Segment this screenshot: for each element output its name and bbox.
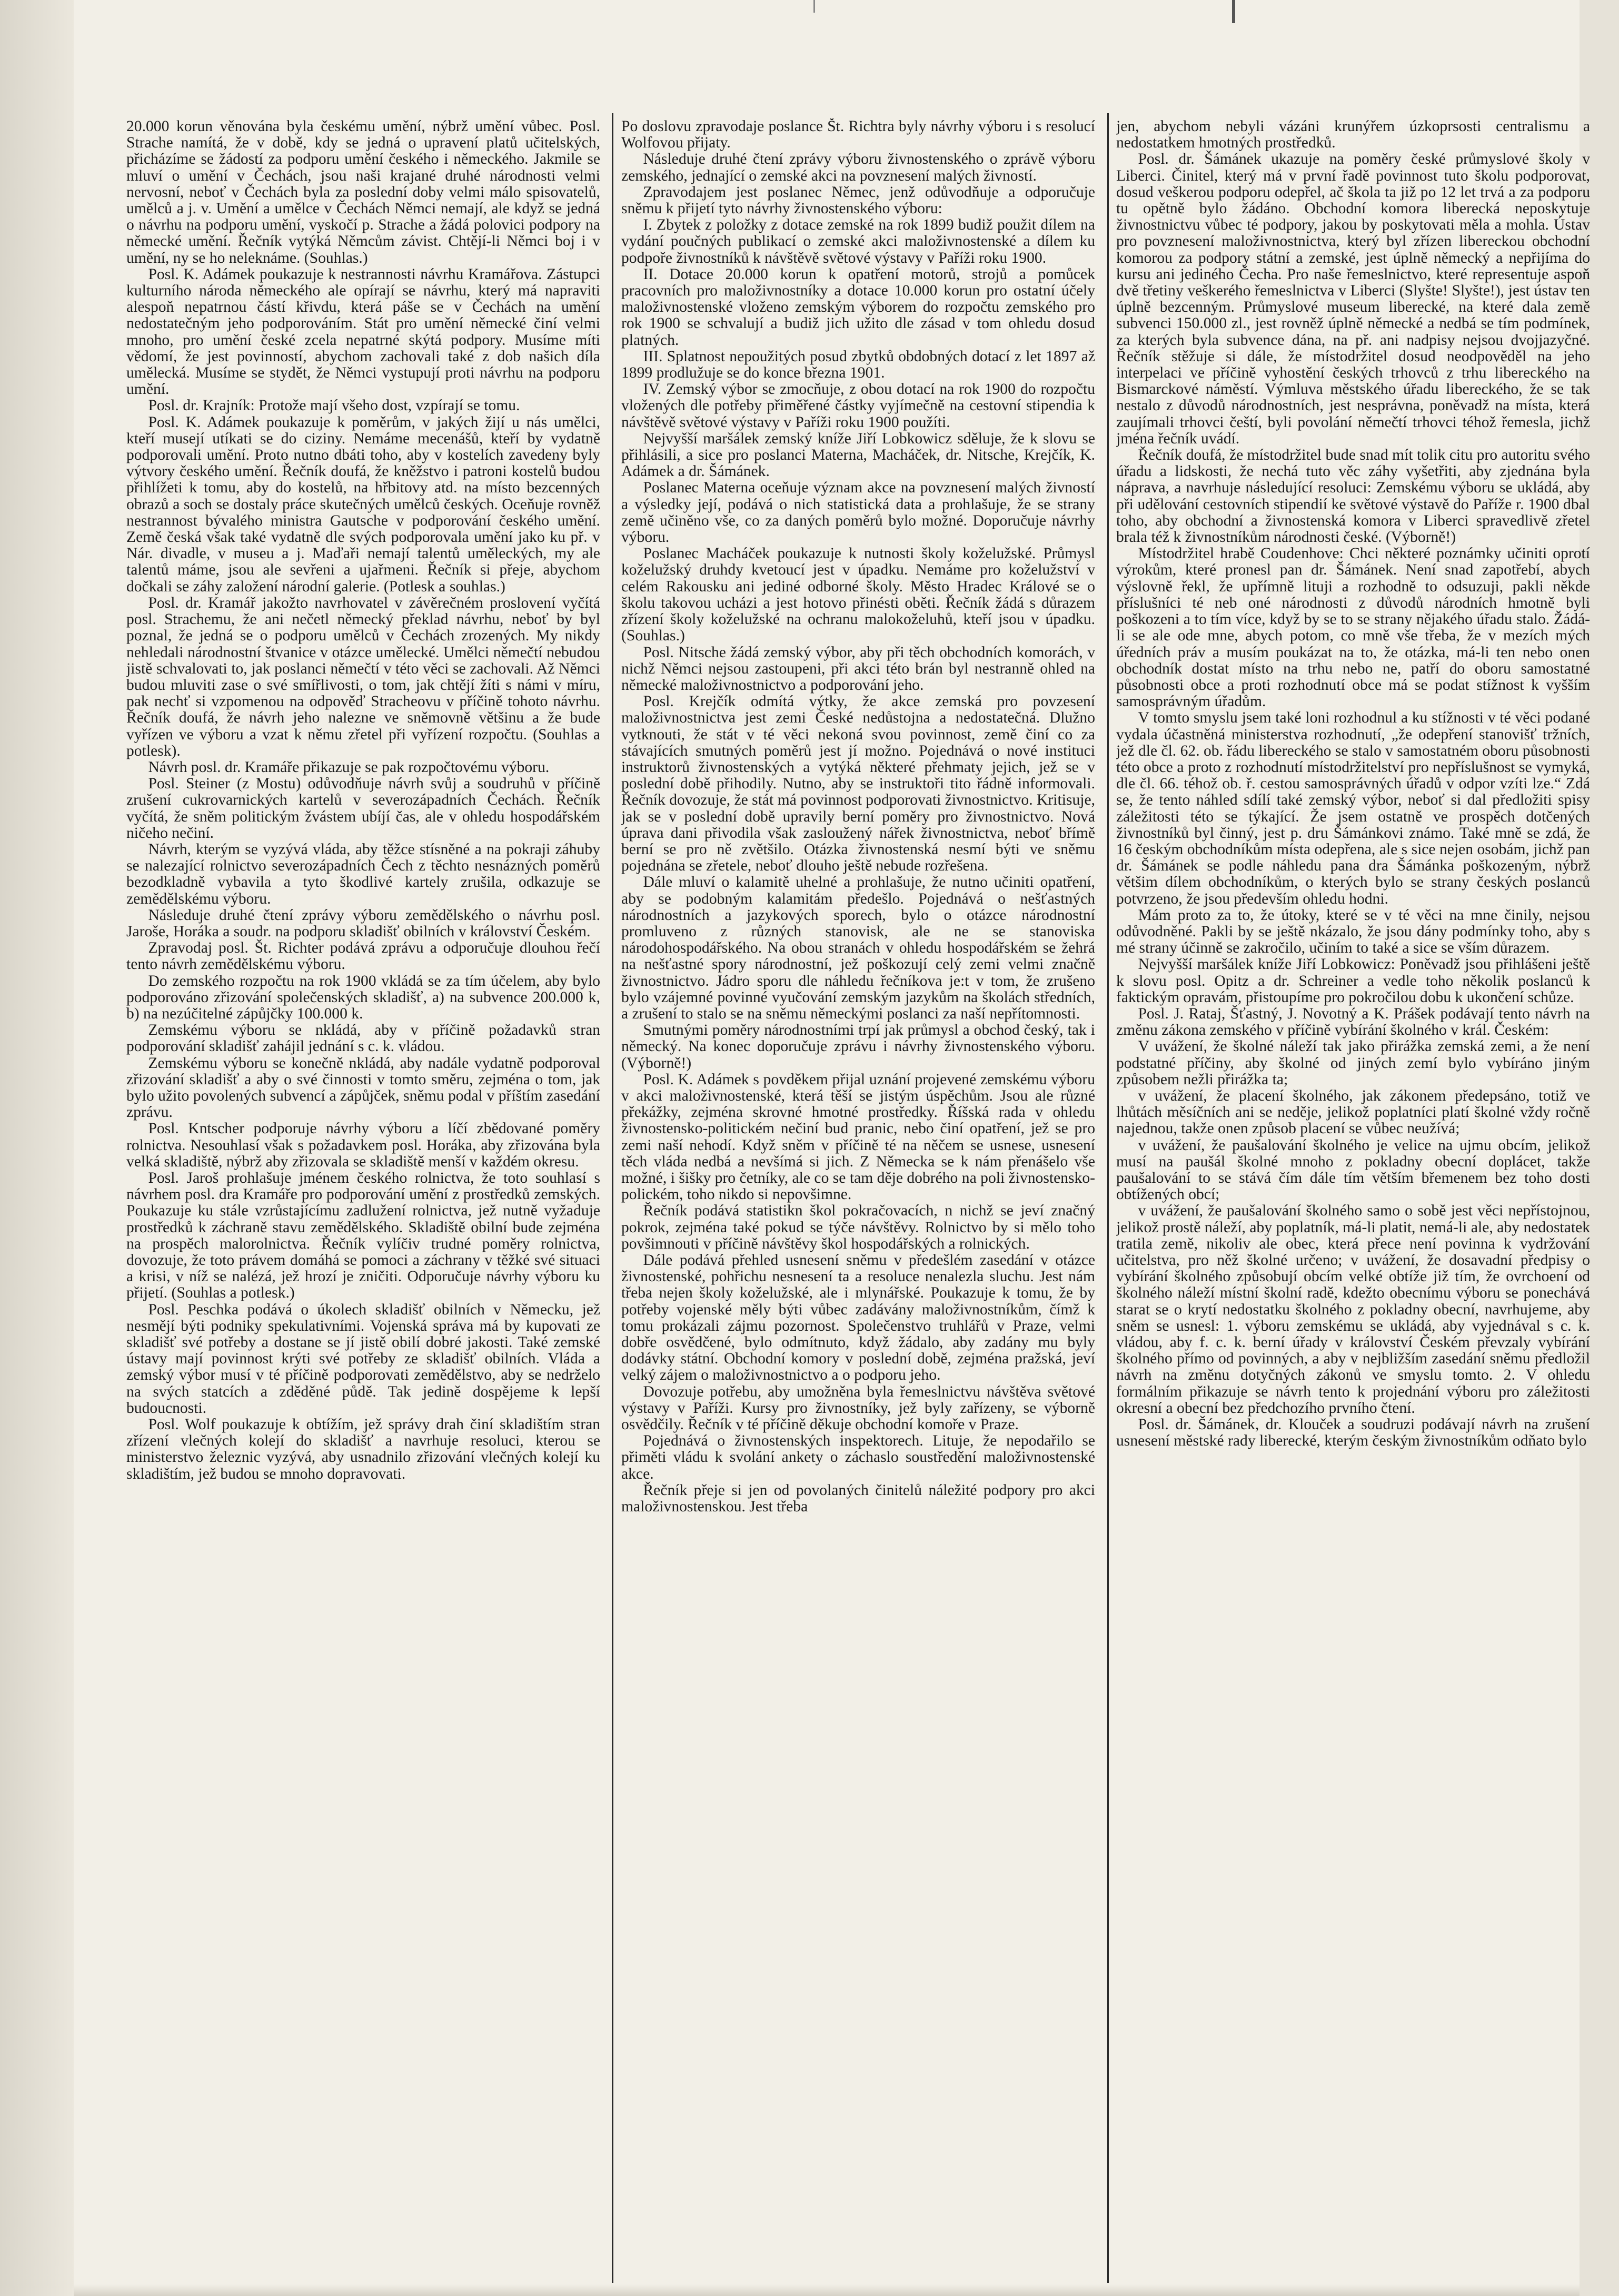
paragraph: Nejvyšší maršálek zemský kníže Jiří Lobkowicz sděluje, že k slovu se přihlásili, a sice pro poslanci Materna, Macháček, dr. Nitsche, Krejčík, K. Adámek a dr. Šámánek. [621, 430, 1095, 480]
paragraph: V tomto smyslu jsem také loni rozhodnul a ku stížnosti v té věci podané vydala účastněná ministerstva rozhodnutí, „že odepření stanovišť tržních, jež dle čl. 62. ob. řádu libereckého se stalo v samostatném oboru působnosti této obce a proto z rozhodnutí místodržitelství pro nepříslušnost se vymyká, dle čl. 66. téhož ob. ř. cestou samosprávných úřadů v odpor vzíti lze.“ Zdá se, že tento náhled sdílí také zemský výbor, neboť si dal předložiti spisy záležitosti této se týkající. Že jsem ostatně ve prospěch dotčených živnostníků byl činný, jest p. dru Šámánkovi známo. Také mně se zdá, že 16 českým obchodníkům místa odepřena, ale s sice nejen osobám, jichž pan dr. Šámánek se podle náhledu pana dra Šámánka poškozeným, nýbrž většim dílem obchodníkům, o kterých bylo se strany českých poslanců potvrzeno, že jsou především ohledu hodni. [1116, 709, 1590, 907]
paragraph: v uvážení, že placení školného, jak zákonem předepsáno, totiž ve lhůtách měsíčních ani se neděje, jelikož poplatníci platí školné vždy ročně najednou, takže onen způsob placení se vůbec neužívá; [1116, 1087, 1590, 1137]
paragraph: Posl. K. Adámek poukazuje k poměrům, v jakých žijí u nás umělci, kteří musejí utíkati se do ciziny. Nemáme mecenášů, kteří by vydatně podporovali umění. Proto nutno dbáti toho, aby v kostelích zavedeny byly výtvory českého umění. Řečník doufá, že kněžstvo i patroni kostelů budou přihlížeti k tomu, aby do kostelů, na hřbitovy atd. na místo bezcenných obrazů a soch se dostaly práce skutečných umělců českých. Oceňuje rovněž nestrannost bývalého ministra Gautsche v podporování českého umění. Země česká však také vydatně dle svých podporovala umění jako ku př. v Nár. divadle, v museu a j. Maďaři nemají talentů uměleckých, my ale talentů máme, jsou ale sevřeni a ujařmeni. Řečník si přeje, abychom dočkali se záhy založení národní galerie. (Potlesk a souhlas.) [126, 413, 600, 595]
paragraph: Posl. K. Adámek s povděkem přijal uznání projevené zemskému výboru v akci maloživnostenské, která těší se jistým úspěchům. Jsou ale různé překážky, zejména skrovné hmotné prostředky. Říšská rada v ohledu živnostensko-politickém nečiní bud pranic, nebo činí opatření, jež se pro zemi naší nehodí. Když sněm v příčině té na něčem se usnese, usnesení těch vláda nedbá a nevšímá si jich. Z Německa se k nám přenášelo vše možné, i šišky pro četníky, ale co se tam děje dobrého na poli živnostensko-polickém, toho nikdo si nepovšimne. [621, 1071, 1095, 1203]
column-divider-2 [1107, 113, 1109, 2283]
paragraph: jen, abychom nebyli vázáni krunýřem úzkoprsosti centralismu a nedostatkem hmotných prostředků. [1116, 118, 1590, 152]
paragraph: Dále mluví o kalamitě uhelné a prohlašuje, že nutno učiniti opatření, aby se podobným kalamitám předešlo. Pojednává o nešťastných národnostních a jazykových sporech, bylo o otázce národnostní promluveno z různých stanovisk, ale ne se stanoviska národohospodářského. Na obou stranách v ohledu hospodářském se žehrá na nešťastné spory národnostní, jež poškozují celý zemi velmi značně živnostnictvo. Jádro sporu dle náhledu řečníkova je:t v tom, že zrušeno bylo vzájemné povinné vyučování zemským jazykům na školách středních, a zrušení to stalo se na sněmu německými poslanci za naší nepřítomnosti. [621, 874, 1095, 1022]
paragraph: Zemskému výboru se nkládá, aby v příčině požadavků stran podporování skladišť zahájil jednání s c. k. vládou. [126, 1022, 600, 1055]
text-column-2 [621, 118, 1095, 2283]
paragraph: Posl. K. Adámek poukazuje k nestrannosti návrhu Kramářova. Zástupci kulturního národa německého ale opírají se návrhu, který má napraviti alespoň nepatrnou částí křivdu, která páše se v Čechách na umění nedostatečným jeho podporováním. Stát pro umění německé činí velmi mnoho, pro umění české zcela nepatrné skýtá podpory. Musíme míti vědomí, že jest povinností, abychom zachovali také z dob našich díla umělecká. Musíme se stydět, že Němci vystupují proti návrhu na podporu umění. [126, 265, 600, 398]
paragraph: Zemskému výboru se konečně nkládá, aby nadále vydatně podporoval zřizování skladišť a aby o své činnosti v tomto směru, zejména o tom, jak bylo užito povolených subvencí a zápůjček, sněmu podal v příštím zasedání zprávu. [126, 1054, 600, 1121]
paragraph: Místodržitel hrabě Coudenhove: Chci některé poznámky učiniti oprotí výrokům, které pronesl pan dr. Šámánek. Není snad zapotřebí, abych výslovně řekl, že upřímně lituji a rozhodně to odsuzuji, pakli někde příslušníci té neb oné národnosti z důvodů národních hmotně byli poškozeni a to tím více, když by se to se strany nějakého úřadu stalo. Žádá-li se ale ode mne, abych potom, co mně vše třeba, že v mezích mých úředních práv a musím poukázat na to, že otázka, má-li ten nebo onen obchodník dostat místo na trhu nebo ne, patří do oboru samostatné působnosti obce a proti rozhodnutí obce má se podat stížnost k vyšším samosprávným úřadům. [1116, 545, 1590, 710]
scan-bottom-edge [74, 2284, 1580, 2296]
paragraph: Posl. Jaroš prohlašuje jménem českého rolnictva, že toto souhlasí s návrhem posl. dra Kramáře pro podporování umění z prostředků zemských. Poukazuje ku stále vzrůstajícímu zadlužení rolnictva, jež nutně vyžaduje prostředků k záchraně stavu zemědělského. Skladiště obilní bude zejména na prospěch malorolnictva. Řečník vylíčiv trudné poměry rolnictva, dovozuje, že toto právem domáhá se pomoci a záchrany v těžké své situaci a krisi, v níž se nalézá, jež hrozí je zničiti. Odporučuje návrhy výboru ku přijetí. (Souhlas a potlesk.) [126, 1170, 600, 1302]
paragraph: v uvážení, že paušalování školného je velice na ujmu obcím, jelikož musí na paušál školné mnoho z pokladny obecní doplácet, takže paušalování to se stává čím dále tím větším břemenem bez toho dosti obtížených obcí; [1116, 1136, 1590, 1203]
paragraph: Posl. Krejčík odmítá výtky, že akce zemská pro povzesení maloživnostnictva jest zemi České nedůstojna a nedostatečná. Dlužno vytknouti, že stát v té věci nekoná svou povinnost, země činí co za stávajících smutných poměrů jest jí možno. Pojednává o nové instituci instruktorů živnostenských a vytýká některé přehmaty jejich, jež se v poslední době přihodily. Nutno, aby se instruktoři tito řádně informovali. Řečník dovozuje, že stát má povinnost podporovati živnostnictvo. Kritisuje, jak se v poslední době upravily berní poměry pro živnostnictvo. Nová úprava dani přivodila však zasloužený nářek živnostnictva, neboť břímě berní se pro ně zvětšilo. Otázka živnostenská nesmí býti ve sněmu pojednána se zřetele, neboť dlouho ještě nebude rozřešena. [621, 693, 1095, 875]
paragraph: Zpravodaj posl. Št. Richter podává zprávu a odporučuje dlouhou řečí tento návrh zemědělskému výboru. [126, 939, 600, 973]
paragraph: Pojednává o živnostenských inspektorech. Lituje, že nepodařilo se přiměti vládu k svolání ankety o záchaslo soustředění maloživnostenské akce. [621, 1432, 1095, 1482]
paragraph: Nejvyšší maršálek kníže Jiří Lobkowicz: Poněvadž jsou přihlášeni ještě k slovu posl. Opitz a dr. Schreiner a vedle toho několik poslanců k faktickým opravám, přistoupíme pro pokročilou dobu k ukončení schůze. [1116, 956, 1590, 1006]
paragraph: Posl. Kntscher podporuje návrhy výboru a líčí zbědované poměry rolnictva. Nesouhlasí však s požadavkem posl. Horáka, aby zřizována byla velká skladiště, nýbrž aby zřizovala se skladiště menší v každém okresu. [126, 1120, 600, 1170]
paragraph: Posl. Wolf poukazuje k obtížím, jež správy drah činí skladištím stran zřízení vlečných kolejí do skladišť a navrhuje resoluci, kterou se ministerstvo železnic vyzývá, aby usnadnilo zřizování vlečných kolejí ku skladištím, jež budou se mnoho dopravovati. [126, 1416, 600, 1482]
paragraph: Následuje druhé čtení zprávy výboru živnostenského o zprávě výboru zemského, jednající o zemské akci na povznesení malých živností. [621, 151, 1095, 184]
paragraph: Posl. Nitsche žádá zemský výbor, aby při těch obchodních komorách, v nichž Němci nejsou zastoupeni, při akci této brán byl nestranně ohled na německé maloživnostnictvo a podporování jeho. [621, 644, 1095, 694]
paragraph: Řečník podává statistikn škol pokračovacích, n nichž se jeví značný pokrok, zejména také pokud se týče návštěvy. Rolnictvo by si mělo toho povšimnouti v příčině návštěvy škol hospodářských a rolnických. [621, 1202, 1095, 1252]
text-column-3 [1116, 118, 1590, 2283]
paragraph: Řečník přeje si jen od povolaných činitelů náležité podpory pro akci maloživnostenskou. Jest třeba [621, 1481, 1095, 1516]
paragraph: Řečník doufá, že místodržitel bude snad mít tolik citu pro autoritu svého úřadu a lidskosti, že nechá tuto věc záhy vyšetřiti, aby zjednána byla náprava, a navrhuje následující resoluci: Zemskému výboru se ukládá, aby při udělování cestovních stipendií ke světové výstavě do Paříže r. 1900 dbal toho, aby obchodní a živnostenská komora v Liberci spravedlivě zřetel brala též k živnostníkům národnosti české. (Výborně!) [1116, 447, 1590, 546]
paragraph: Dovozuje potřebu, aby umožněna byla řemeslnictvu návštěva světové výstavy v Paříži. Kursy pro živnostníky, jež byly zařízeny, se výborně osvědčily. Řečník v té příčině děkuje obchodní komoře v Praze. [621, 1383, 1095, 1433]
paragraph: Poslanec Materna oceňuje význam akce na povznesení malých živností a výsledky její, podává o nich statistická data a prohlašuje, že se strany země učiněno vše, co za daných poměrů bylo možné. Doporučuje návrhy výboru. [621, 479, 1095, 546]
paragraph: Posl. dr. Krajník: Protože mají všeho dost, vzpírají se tomu. [148, 397, 520, 414]
paragraph: Po doslovu zpravodaje poslance Št. Richtra byly návrhy výboru i s resolucí Wolfovou přijaty. [621, 118, 1095, 152]
paragraph: Posl. Peschka podává o úkolech skladišť obilních v Německu, jež nesmějí býti podniky spekulativními. Vojenská správa má by kupovati ze skladišť své potřeby a dostane se jí jistě obilí dobré jakosti. Také zemské ústavy mají povinnost krýti své potřeby ze skladišť obilních. Vláda a zemský výbor musí v té příčině podporovati zemědělstvo, aby se nedrželo na svých statcích a zděděné půdě. Tak jedině dospějeme k lepší budoucnosti. [126, 1301, 600, 1417]
paragraph: Následuje druhé čtení zprávy výboru zemědělského o návrhu posl. Jaroše, Horáka a soudr. na podporu skladišť obilních v království Českém. [126, 906, 600, 940]
column-divider-1 [612, 113, 613, 2283]
paragraph: I. Zbytek z položky z dotace zemské na rok 1899 budiž použit dílem na vydání poučných publikací o zemské akci maloživnostenské a dílem ku podpoře živnostníků k návštěvě světové výstavy v Paříži roku 1900. [621, 216, 1095, 266]
paragraph: Do zemského rozpočtu na rok 1900 vkládá se za tím účelem, aby bylo podporováno zřizování společenských skladišť, a) na subvence 200.000 k, b) na nezúčitelné zápůjčky 100.000 k. [126, 972, 600, 1022]
scan-left-margin [0, 0, 74, 2296]
paragraph: Mám proto za to, že útoky, které se v té věci na mne činily, nejsou odůvodněné. Pakli by se ještě nkázalo, že jsou dány podmínky toho, aby s mé strany účinně se zakročilo, učiním to také a sice se vším důrazem. [1116, 906, 1590, 957]
paragraph: 20.000 korun věnována byla českému umění, nýbrž umění vůbec. Posl. Strache namítá, že v době, kdy se jedná o upravení platů učitelských, přicházíme se žádostí za podporu umění českého i německého. Jakmile se mluví o umění v Čechách, jsou naši krajané druhé národnosti velmi nervosní, neboť v Čechách byla za poslední doby velmi málo spisovatelů, umělců a j. v. Umění a umělce v Čechách Němci nemají, ale když se jedná o návrhu na podporu umění, vyskočí p. Strache a žádá polovici podpory na německé umění. Řečník vytýká Němcům závist. Chtějí-li Němci boj i v umění, ny se ho neleknáme. (Souhlas.) [126, 118, 600, 266]
paragraph: Návrh posl. dr. Kramáře přikazuje se pak rozpočtovému výboru. [148, 758, 550, 776]
paragraph: Dále podává přehled usnesení sněmu v předešlém zasedání v otázce živnostenské, pohřichu nesnesení ta a resoluce nenalezla sluchu. Jest nám třeba nejen školy koželužské, ale i mlynářské. Poukazuje k tomu, že by potřeby vojenské měly býti vůbec zadávány maloživnostníkům, čímž k tomu prokázali zájmu pozornost. Společenstvo truhlářů v Praze, velmi dobře osvědčené, bylo odmítnuto, když žádalo, aby zadány mu byly dodávky státní. Obchodní komory v poslední době, zejména pražská, jeví velký zájem o maloživnostnictvo a o podporu jeho. [621, 1252, 1095, 1384]
scan-artifact-mark [1232, 0, 1235, 23]
paragraph: v uvážení, že paušalování školného samo o sobě jest věci nepřístojnou, jelikož prostě náleží, aby poplatník, má-li platit, nemá-li ale, aby nedostatek tratila země, nikoliv ale obec, která přece není povinna k vydržování učitelstva, pro něž školné určeno; v uvážení, že dosavadní předpisy o vybírání školného způsobují obcím velké obtíže již tím, že ovrchoení od školného náleží místní školní radě, kdežto obecnímu výboru se ponechává starat se o krytí nedostatku školného z pokladny obecní, navrhujeme, aby sněm se usnesl: 1. výboru zemskému se ukládá, aby vyjednával s c. k. vládou, aby f. c. k. berní úřady v království Českém převzaly vybírání školného přímo od povinných, a aby v nejbližším zasedání sněmu předložil návrh na změnu dotyčných zákonů ve smyslu tomto. 2. V ohledu formálním přikazuje se návrh tento k projednání výboru pro záležitosti okresní a obecní bez předchozího prvního čtení. [1116, 1202, 1590, 1417]
paragraph: Smutnými poměry národnostními trpí jak průmysl a obchod český, tak i německý. Na konec doporučuje zprávu i návrhy živnostenského výboru. (Výborně!) [621, 1022, 1095, 1072]
paragraph: Návrh, kterým se vyzývá vláda, aby těžce stísněné a na pokraji záhuby se nalezající rolnictvo severozápadních Čech z těchto nesnázných poměrů bezodkladně vybavila a tyto škodlivé kartely zrušila, odkazuje se zemědělskému výboru. [126, 840, 600, 907]
paragraph: II. Dotace 20.000 korun k opatření motorů, strojů a pomůcek pracovních pro maloživnostníky a dotace 10.000 korun pro ostatní účely maloživnostenské vloženo zemským výborem do rozpočtu zemského pro rok 1900 se schvalují a budiž jich užito dle zásad v tom ohledu dosud platných. [621, 265, 1095, 349]
text-column-1 [126, 118, 600, 2283]
paragraph: Poslanec Macháček poukazuje k nutnosti školy koželužské. Průmysl koželužský druhdy kvetoucí jest v úpadku. Nemáme pro koželužství v celém Rakousku ani jediné odborné školy. Město Hradec Králové se o školu takovou ucházi a jest hotovo přinésti oběti. Řečník žádá s důrazem zřízení školy koželužské na ochranu malokoželuhů, kteří jsou v úpadku. (Souhlas.) [621, 545, 1095, 645]
scan-artifact-mark-small [813, 0, 815, 13]
paragraph: IV. Zemský výbor se zmocňuje, z obou dotací na rok 1900 do rozpočtu vložených dle potřeby přiměřené částky vyjímečně na cestovní stipendia k návštěvě světové výstavy v Paříži roku 1900 použíti. [621, 381, 1095, 431]
paragraph: Posl. J. Rataj, Šťastný, J. Novotný a K. Prášek podávají tento návrh na změnu zákona zemského v příčině vybírání školného v král. Českém: [1116, 1005, 1590, 1039]
paragraph: Posl. dr. Šámánek ukazuje na poměry české průmyslové školy v Liberci. Činitel, který má v první řadě povinnost tuto školu podporovat, dosud veškerou podporu odepřel, ač škola ta již po 12 let trvá a za podporu tu opětně bylo žádáno. Obchodní komora liberecká neposkytuje živnostnictvu vůbec té podpory, jakou by poskytovati měla a mohla. Ústav pro povznesení maloživnostnictva, který byl zřízen libereckou obchodní komorou za podpory státní a zemské, jest úplně německý a nepřijíma do kursu ani jediného Čecha. Pro naše řemeslnictvo, které representuje aspoň dvě třetiny veškerého řemeslnictva v Liberci (Slyšte! Slyšte!), jest ústav ten úplně bezcenným. Průmyslové museum liberecké, na které dala země subvenci 150.000 zl., jest rovněž úplně německé a nedbá se tím podmínek, za kterých byla subvence dána, na př. ani nadpisy nejsou dvojjazyčné. Řečník stěžuje si dále, že místodržitel dosud neodpověděl na jeho interpelaci ve příčině vyhostění českých trhovců z trhu libereckého na Bismarckové náměstí. Výmluva městského úřadu libereckého, že se tak nestalo z důvodů národnostních, jest nesprávna, poněvadž na místa, která zaujímali trhovci čeští, byli povolání němečtí trhovci téhož řemesla, jichž jména řečník uvádí. [1116, 151, 1590, 447]
paragraph: V uvážení, že školné náleží tak jako přirážka zemská zemi, a že není podstatné příčiny, aby školné od jiných zemí bylo vybíráno jiným způsobem nežli přirážka ta; [1116, 1038, 1590, 1088]
paragraph: Posl. Steiner (z Mostu) odůvodňuje návrh svůj a soudruhů v příčině zrušení cukrovarnických kartelů v severozápadních Čechách. Řečník vyčítá, že sněm politickým žvástem ubíjí čas, ale v ohledu hospodářském ničeho nečiní. [126, 775, 600, 842]
paragraph: Zpravodajem jest poslanec Němec, jenž odůvodňuje a odporučuje sněmu k přijetí tyto návrhy živnostenského výboru: [621, 183, 1095, 217]
paragraph: III. Splatnost nepoužitých posud zbytků obdobných dotací z let 1897 až 1899 prodlužuje se do konce března 1901. [621, 348, 1095, 382]
paragraph: Posl. dr. Šámánek, dr. Klouček a soudruzi podávají návrh na zrušení usnesení městské rady liberecké, kterým českým živnostníkům odňato bylo [1116, 1416, 1590, 1450]
paragraph: Posl. dr. Kramář jakožto navrhovatel v závěrečném proslovení vyčítá posl. Strachemu, že ani nečetl německý překlad návrhu, neboť by byl poznal, že jedná se o podporu umělců v Čechách zrozených. My nikdy nehledali národnostní štvanice v otázce umělecké. Umělci němečtí nebudou jistě schvalovati to, jak poslanci němečtí v této věci se zachovali. Až Němci budou mluviti zase o své smířlivosti, o tom, jak chtějí žíti s námi v míru, pak nechť si vzpomenou na odpověď Stracheovu v příčině tohoto návrhu. Řečník doufá, že návrh jeho nalezne ve sněmovně většinu a že bude vyřízen ve výboru a vzat k němu zřetel při vyřízení rozpočtu. (Souhlas a potlesk). [126, 594, 600, 759]
